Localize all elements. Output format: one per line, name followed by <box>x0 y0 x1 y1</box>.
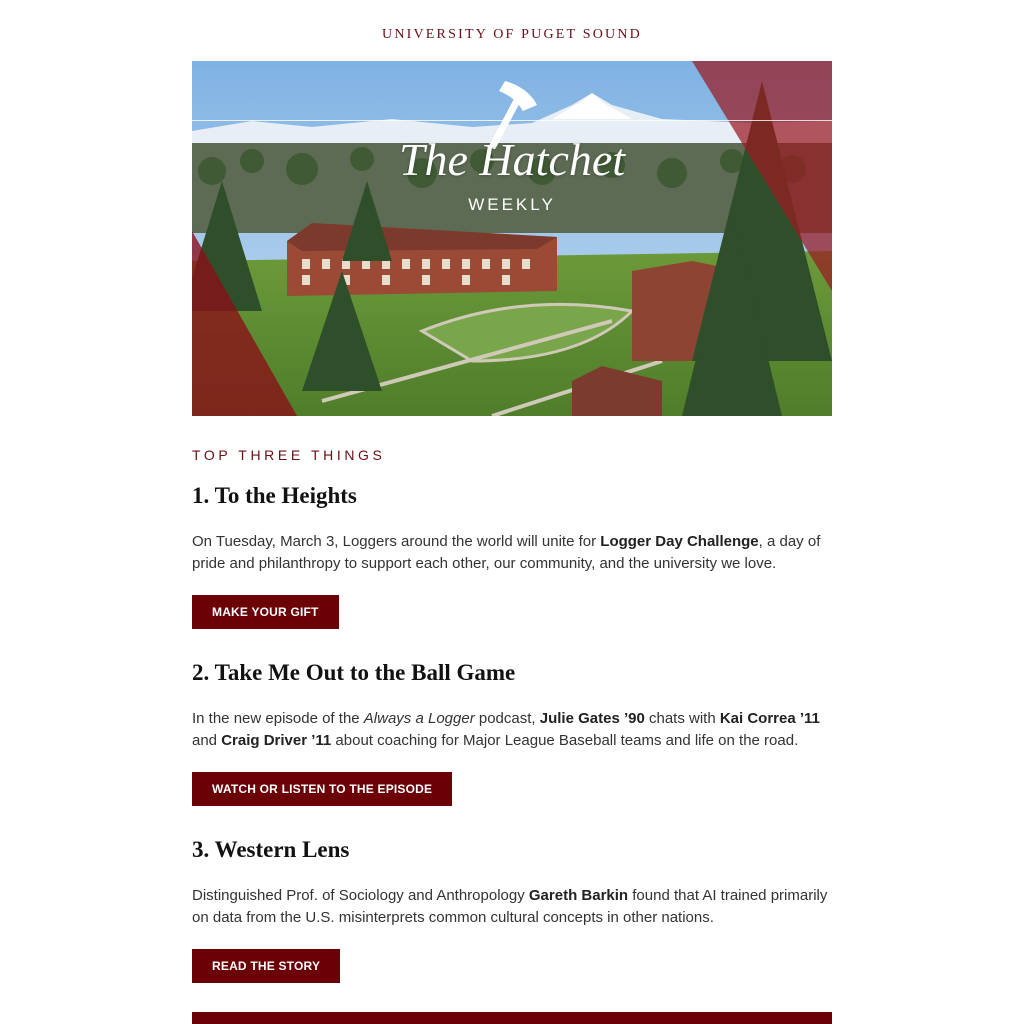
hero-banner <box>192 61 832 416</box>
bold-text: Gareth Barkin <box>528 887 629 904</box>
campus-photo <box>192 61 832 416</box>
text-run: and <box>192 732 222 749</box>
section-label: TOP THREE THINGS <box>192 447 386 463</box>
text-run: On Tuesday, March 3, Loggers around the world will unite for <box>192 533 601 550</box>
bold-text: Craig Driver ’11 <box>221 732 332 749</box>
bold-text: Kai Correa ’11 <box>719 710 820 727</box>
bold-text: Julie Gates ’90 <box>539 710 645 727</box>
text-run: found that AI trained primarily on data from the U.S. misinterprets common cultural concepts in other nations. <box>192 887 828 926</box>
text-run: In the new episode of the <box>192 710 364 727</box>
italic-text: Always a Logger <box>363 710 475 727</box>
text-run: Distinguished Prof. of Sociology and Anthropology <box>192 887 529 904</box>
article-3-body <box>192 885 832 929</box>
text-run: podcast, <box>474 710 540 727</box>
email-container <box>192 0 832 463</box>
text-run: about coaching for Major League Baseball teams and life on the road. <box>331 732 799 749</box>
article-3-title: 3. Western Lens <box>192 837 350 862</box>
hero-divider <box>192 120 832 121</box>
text-run: chats with <box>644 710 720 727</box>
watch-episode-button[interactable]: WATCH OR LISTEN TO THE EPISODE <box>192 772 452 806</box>
article-2-body <box>192 708 832 752</box>
article-2-title: 2. Take Me Out to the Ball Game <box>192 660 516 685</box>
article-1-body <box>192 531 832 575</box>
article-1-title: 1. To the Heights <box>192 483 357 508</box>
newsletter-subtitle: WEEKLY <box>468 195 556 214</box>
read-story-button[interactable]: READ THE STORY <box>192 949 340 983</box>
text-run: , a day of pride and philanthropy to support each other, our community, and the university we love. <box>192 533 821 572</box>
make-gift-button[interactable]: MAKE YOUR GIFT <box>192 595 339 629</box>
footer-bar <box>192 1012 832 1024</box>
newsletter-title: The Hatchet <box>398 134 626 185</box>
bold-text: Logger Day Challenge <box>600 533 759 550</box>
university-name: UNIVERSITY OF PUGET SOUND <box>382 27 642 42</box>
